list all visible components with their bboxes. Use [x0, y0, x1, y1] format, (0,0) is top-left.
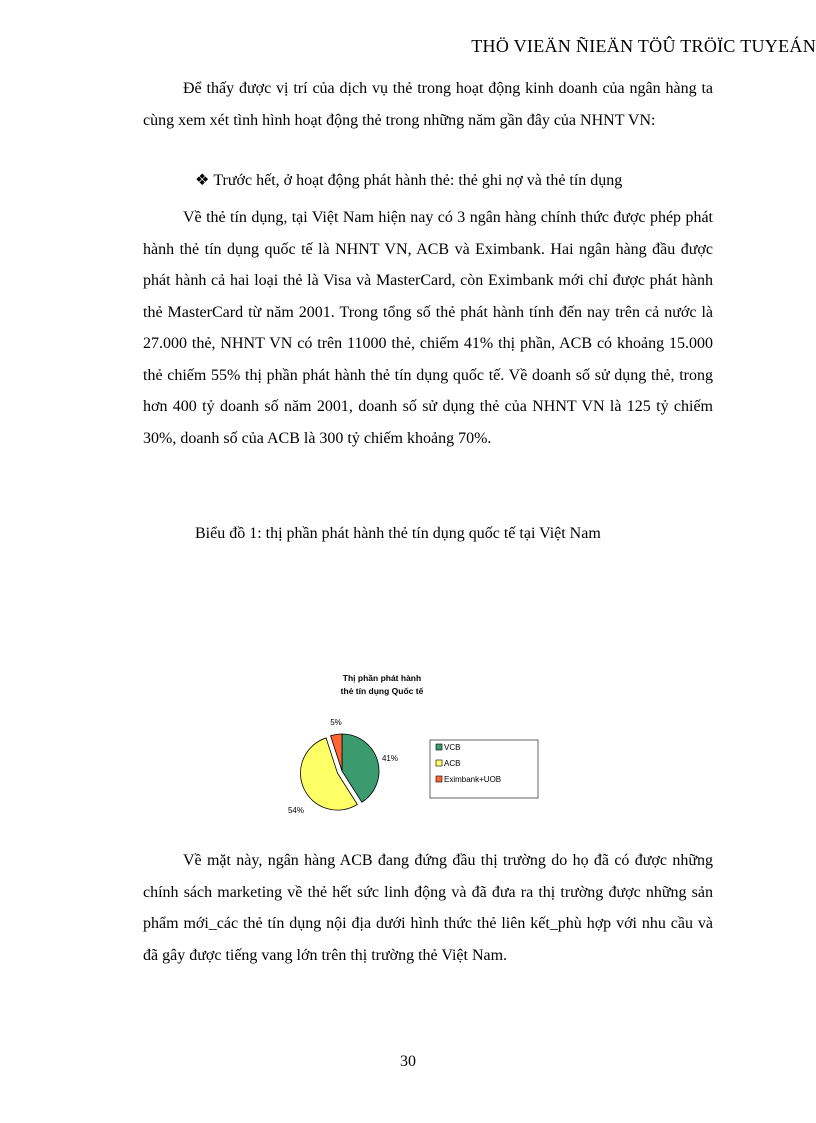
pie-slices [288, 718, 398, 815]
data-label-vcb: 41% [381, 754, 399, 763]
page-number: 30 [400, 1053, 416, 1070]
legend-label-acb: ACB [444, 759, 461, 768]
legend-label-eximbank-uob: Eximbank+UOB [444, 775, 502, 784]
pie-chart [262, 668, 552, 828]
document-header: THÖ VIEÄN ÑIEÄN TÖÛ TRÖÏC TUYEÁN [471, 36, 816, 56]
paragraph-acb-marketing: Về mặt này, ngân hàng ACB đang đứng đầu thị trường do họ đã có được những chính sách marketing về thẻ hết sức linh động và đã đưa ra thị trường được những sản phẩm mới_các thẻ tín dụng nội địa dưới hình thức thẻ liên kết_phù hợp với nhu cầu và đã gây được tiếng vang lớn trên thị trường thẻ Việt Nam. [143, 852, 713, 964]
legend-swatch-vcb [436, 744, 442, 750]
chart-title-line1: Thị phần phát hành [342, 673, 422, 683]
bullet-item [195, 170, 622, 190]
legend-swatch-eximbank-uob [436, 776, 442, 782]
legend-label-vcb: VCB [444, 743, 461, 752]
chart-title-line2: thẻ tín dụng Quốc tế [340, 686, 424, 696]
data-label-acb: 54% [287, 806, 305, 815]
chart-legend [430, 740, 538, 798]
diamond-bullet-icon: ❖ [195, 172, 210, 189]
legend-swatch-acb [436, 760, 442, 766]
paragraph-credit-cards: Về thẻ tín dụng, tại Việt Nam hiện nay có 3 ngân hàng chính thức được phép phát hành thẻ tín dụng quốc tế là NHNT VN, ACB và Eximbank. Hai ngân hàng đầu được phát hành cả hai loại thẻ là Visa và MasterCard, còn Eximbank mới chỉ được phát hành thẻ MasterCard từ năm 2001. Trong tổng số thẻ phát hành tính đến nay trên cả nước là 27.000 thẻ, NHNT VN có trên 11000 thẻ, chiếm 41% thị phần, ACB có khoảng 15.000 thẻ chiếm 55% thị phần phát hành thẻ tín dụng quốc tế. Về doanh số sử dụng thẻ, trong hơn 400 tỷ doanh số năm 2001, doanh số sử dụng thẻ của NHNT VN là 125 tỷ chiếm 30%, doanh số của ACB là 300 tỷ chiếm khoảng 70%. [143, 209, 713, 447]
paragraph-intro: Để thấy được vị trí của dịch vụ thẻ trong hoạt động kinh doanh của ngân hàng ta cùng xem xét tình hình hoạt động thẻ trong những năm gần đây của NHNT VN: [143, 80, 713, 129]
data-label-eximbank-uob: 5% [330, 718, 342, 727]
bullet-text: Trước hết, ở hoạt động phát hành thẻ: thẻ ghi nợ và thẻ tín dụng [213, 172, 623, 189]
chart-caption: Biểu đồ 1: thị phần phát hành thẻ tín dụng quốc tế tại Việt Nam [195, 525, 601, 542]
